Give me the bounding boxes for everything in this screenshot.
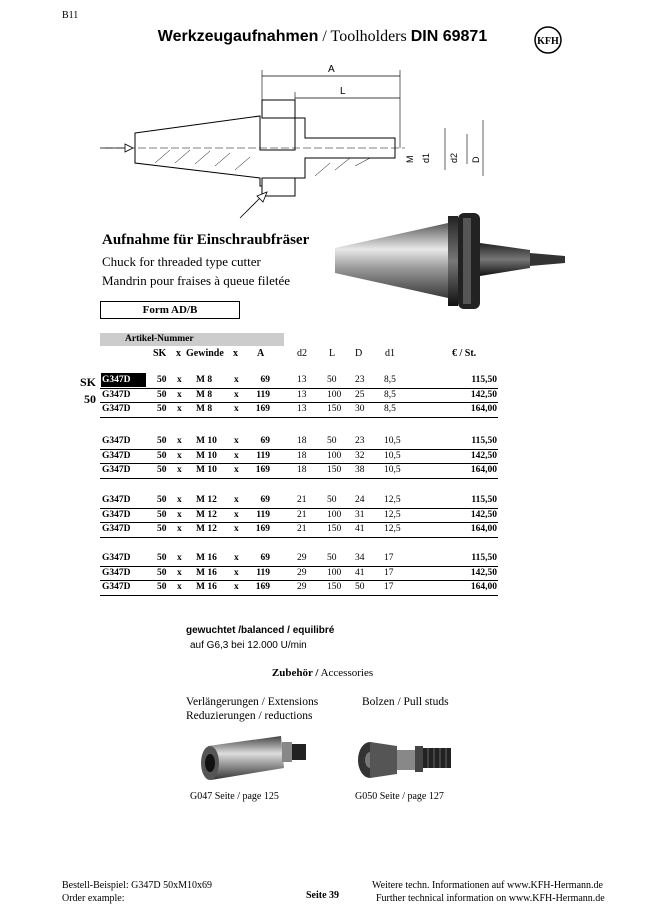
cell-price: 142,50 <box>470 389 497 400</box>
cell-price: 142,50 <box>470 509 497 520</box>
cell-l: 150 <box>327 582 342 593</box>
cell-x1: x <box>177 495 182 505</box>
dim-d2-label: d2 <box>449 152 459 163</box>
cell-price: 164,00 <box>470 582 497 593</box>
dim-d-label: D <box>471 156 481 163</box>
row-divider <box>100 580 498 581</box>
cell-l: 50 <box>327 436 337 446</box>
cell-d2: 29 <box>297 582 307 593</box>
cell-sk: 50 <box>157 495 167 505</box>
cell-price: 142,50 <box>470 567 497 578</box>
row-divider <box>100 388 498 389</box>
article-code: G347D <box>102 553 131 563</box>
row-divider <box>100 508 498 509</box>
article-code: G347D <box>102 404 131 415</box>
cell-thread: M 16 <box>196 553 217 563</box>
cell-thread: M 16 <box>196 567 217 578</box>
col-header-x2: x <box>233 348 238 359</box>
cell-a: 169 <box>255 524 270 535</box>
cell-sk: 50 <box>157 404 167 415</box>
section-heading: Aufnahme für Einschraubfräser <box>102 232 310 248</box>
cell-d1: 10,5 <box>384 436 401 446</box>
cell-d: 41 <box>355 567 365 578</box>
cell-sk: 50 <box>157 450 167 461</box>
cell-d1: 17 <box>384 582 394 593</box>
cell-x1: x <box>177 524 182 535</box>
logo-text: KFH <box>537 36 559 47</box>
cell-d2: 29 <box>297 567 307 578</box>
cell-d2: 13 <box>297 375 307 385</box>
row-divider <box>100 478 498 479</box>
title-bold-2: DIN 69871 <box>410 28 488 45</box>
cell-sk: 50 <box>157 389 167 400</box>
article-code: G347D <box>102 524 131 535</box>
cell-thread: M 16 <box>196 582 217 593</box>
article-code: G347D <box>102 582 131 593</box>
cell-price: 115,50 <box>471 553 497 563</box>
dim-a-label: A <box>328 64 335 75</box>
cell-thread: M 12 <box>196 524 217 535</box>
cell-x1: x <box>177 375 182 385</box>
col-header-d: D <box>355 348 363 359</box>
cell-thread: M 12 <box>196 495 217 505</box>
cell-d: 38 <box>355 465 365 476</box>
cell-a: 169 <box>255 404 270 415</box>
cell-a: 69 <box>260 495 270 505</box>
cell-x2: x <box>234 524 239 535</box>
form-label: Form AD/B <box>100 301 240 319</box>
cell-a: 69 <box>260 375 270 385</box>
cell-thread: M 12 <box>196 509 217 520</box>
cell-thread: M 8 <box>196 375 213 385</box>
cell-d2: 13 <box>297 404 307 415</box>
extension-photo <box>196 728 311 786</box>
cell-d2: 21 <box>297 495 307 505</box>
cell-d: 50 <box>355 582 365 593</box>
cell-l: 50 <box>327 375 337 385</box>
cell-d2: 29 <box>297 553 307 563</box>
article-code: G347D <box>102 509 131 520</box>
cell-x2: x <box>234 465 239 476</box>
cell-l: 150 <box>327 404 342 415</box>
row-divider <box>100 449 498 450</box>
cell-x1: x <box>177 567 182 578</box>
extensions-label: Verlängerungen / Extensions <box>186 696 319 708</box>
cell-price: 164,00 <box>470 524 497 535</box>
cell-l: 100 <box>327 389 342 400</box>
cell-price: 115,50 <box>471 375 497 385</box>
cell-d1: 8,5 <box>384 389 396 400</box>
reductions-label: Reduzierungen / reductions <box>186 710 313 722</box>
row-divider <box>100 566 498 567</box>
sk-label: SK <box>80 375 97 389</box>
article-code: G347D <box>102 495 131 505</box>
cell-d: 23 <box>355 375 365 385</box>
technical-drawing <box>95 58 495 228</box>
subtitle-fr: Mandrin pour fraises à queue filetée <box>102 273 291 288</box>
cell-d: 24 <box>355 495 365 505</box>
cell-a: 69 <box>260 436 270 446</box>
dim-l-label: L <box>340 86 346 97</box>
row-divider <box>100 417 498 418</box>
cell-d1: 17 <box>384 567 394 578</box>
dim-d1-label: d1 <box>421 152 431 163</box>
info-line-1: Weitere techn. Informationen auf www.KFH-Hermann.de <box>372 880 603 891</box>
cell-x2: x <box>234 389 239 400</box>
kfh-logo <box>533 25 563 55</box>
cell-x1: x <box>177 404 182 415</box>
cell-thread: M 8 <box>196 389 213 400</box>
col-header-a: A <box>257 348 265 359</box>
cell-d1: 8,5 <box>384 404 396 415</box>
cell-d: 41 <box>355 524 365 535</box>
cell-a: 169 <box>255 582 270 593</box>
col-header-gewinde: Gewinde <box>186 348 224 359</box>
accessories-title <box>0 667 645 679</box>
cell-d1: 12,5 <box>384 495 401 505</box>
cell-x2: x <box>234 450 239 461</box>
cell-sk: 50 <box>157 375 167 385</box>
cell-x1: x <box>177 465 182 476</box>
cell-x1: x <box>177 582 182 593</box>
cell-d2: 21 <box>297 524 307 535</box>
order-example-line-2: Order example: <box>62 893 125 904</box>
sk-value: 50 <box>84 392 96 406</box>
cell-thread: M 10 <box>196 465 217 476</box>
article-code: G347D <box>102 436 131 446</box>
cell-price: 164,00 <box>470 465 497 476</box>
cell-l: 100 <box>327 450 342 461</box>
cell-x2: x <box>234 375 239 385</box>
cell-d: 31 <box>355 509 365 520</box>
cell-sk: 50 <box>157 509 167 520</box>
cell-d2: 18 <box>297 450 307 461</box>
cell-thread: M 10 <box>196 450 217 461</box>
cell-d2: 18 <box>297 465 307 476</box>
subtitle-en: Chuck for threaded type cutter <box>102 254 261 269</box>
col-header-l: L <box>329 348 336 359</box>
dim-m-label: M <box>405 155 415 163</box>
cell-d2: 13 <box>297 389 307 400</box>
cell-a: 169 <box>255 465 270 476</box>
cell-x2: x <box>234 436 239 446</box>
row-divider <box>100 402 498 403</box>
cell-x2: x <box>234 553 239 563</box>
cell-a: 119 <box>256 509 270 520</box>
article-code: G347D <box>102 450 131 461</box>
cell-l: 150 <box>327 524 342 535</box>
col-header-x1: x <box>176 348 181 359</box>
cell-x1: x <box>177 450 182 461</box>
extension-page-ref: G047 Seite / page 125 <box>190 791 279 802</box>
cell-x1: x <box>177 553 182 563</box>
cell-d2: 21 <box>297 509 307 520</box>
article-code-highlighted: G347D <box>101 373 146 387</box>
cell-price: 115,50 <box>471 436 497 446</box>
cell-a: 119 <box>256 567 270 578</box>
article-code: G347D <box>102 389 131 400</box>
cell-a: 119 <box>256 389 270 400</box>
order-example-line-1: Bestell-Beispiel: G347D 50xM10x69 <box>62 880 212 891</box>
cell-d1: 8,5 <box>384 375 396 385</box>
cell-x2: x <box>234 582 239 593</box>
cell-a: 69 <box>260 553 270 563</box>
title-normal: / Toolholders <box>318 28 411 45</box>
balanced-label: gewuchtet /balanced / equilibré <box>186 625 335 636</box>
pull-studs-label: Bolzen / Pull studs <box>362 696 449 708</box>
balanced-value: auf G6,3 bei 12.000 U/min <box>190 640 307 651</box>
cell-sk: 50 <box>157 524 167 535</box>
cell-d: 30 <box>355 404 365 415</box>
article-code: G347D <box>102 465 131 476</box>
cell-d: 32 <box>355 450 365 461</box>
col-header-price: € / St. <box>452 348 477 359</box>
cell-d1: 12,5 <box>384 509 401 520</box>
cell-d2: 18 <box>297 436 307 446</box>
cell-x2: x <box>234 404 239 415</box>
cell-x2: x <box>234 509 239 520</box>
cell-l: 50 <box>327 495 337 505</box>
row-divider <box>100 463 498 464</box>
cell-x2: x <box>234 567 239 578</box>
cell-sk: 50 <box>157 582 167 593</box>
cell-d: 23 <box>355 436 365 446</box>
artikel-header: Artikel-Nummer <box>100 333 284 346</box>
cell-d1: 17 <box>384 553 394 563</box>
col-header-d2: d2 <box>297 348 307 359</box>
cell-sk: 50 <box>157 553 167 563</box>
cell-d1: 12,5 <box>384 524 401 535</box>
cell-price: 164,00 <box>470 404 497 415</box>
cell-l: 150 <box>327 465 342 476</box>
cell-thread: M 8 <box>196 404 213 415</box>
accessories-bold: Zubehör / <box>271 667 319 679</box>
pull-stud-photo <box>352 728 457 786</box>
row-divider <box>100 522 498 523</box>
info-line-2: Further technical information on www.KFH-Hermann.de <box>376 893 605 904</box>
cell-l: 100 <box>327 567 342 578</box>
row-divider <box>100 537 498 538</box>
pull-stud-page-ref: G050 Seite / page 127 <box>355 791 444 802</box>
cell-x1: x <box>177 389 182 400</box>
cell-thread: M 10 <box>196 436 217 446</box>
cell-l: 100 <box>327 509 342 520</box>
cell-sk: 50 <box>157 436 167 446</box>
col-header-d1: d1 <box>385 348 395 359</box>
accessories-normal: Accessories <box>318 667 374 679</box>
cell-a: 119 <box>256 450 270 461</box>
cell-price: 142,50 <box>470 450 497 461</box>
page-code: B11 <box>62 10 79 21</box>
cell-price: 115,50 <box>471 495 497 505</box>
cell-d1: 10,5 <box>384 465 401 476</box>
page-number: Seite 39 <box>306 890 340 901</box>
cell-l: 50 <box>327 553 337 563</box>
cell-x1: x <box>177 436 182 446</box>
cell-x1: x <box>177 509 182 520</box>
row-divider <box>100 595 498 596</box>
article-code: G347D <box>102 567 131 578</box>
cell-sk: 50 <box>157 465 167 476</box>
cell-d: 25 <box>355 389 365 400</box>
cell-x2: x <box>234 495 239 505</box>
title-bold-1: Werkzeugaufnahmen <box>157 28 319 45</box>
cell-sk: 50 <box>157 567 167 578</box>
cell-d: 34 <box>355 553 365 563</box>
col-header-sk: SK <box>153 348 167 359</box>
toolholder-photo <box>330 208 570 313</box>
cell-d1: 10,5 <box>384 450 401 461</box>
